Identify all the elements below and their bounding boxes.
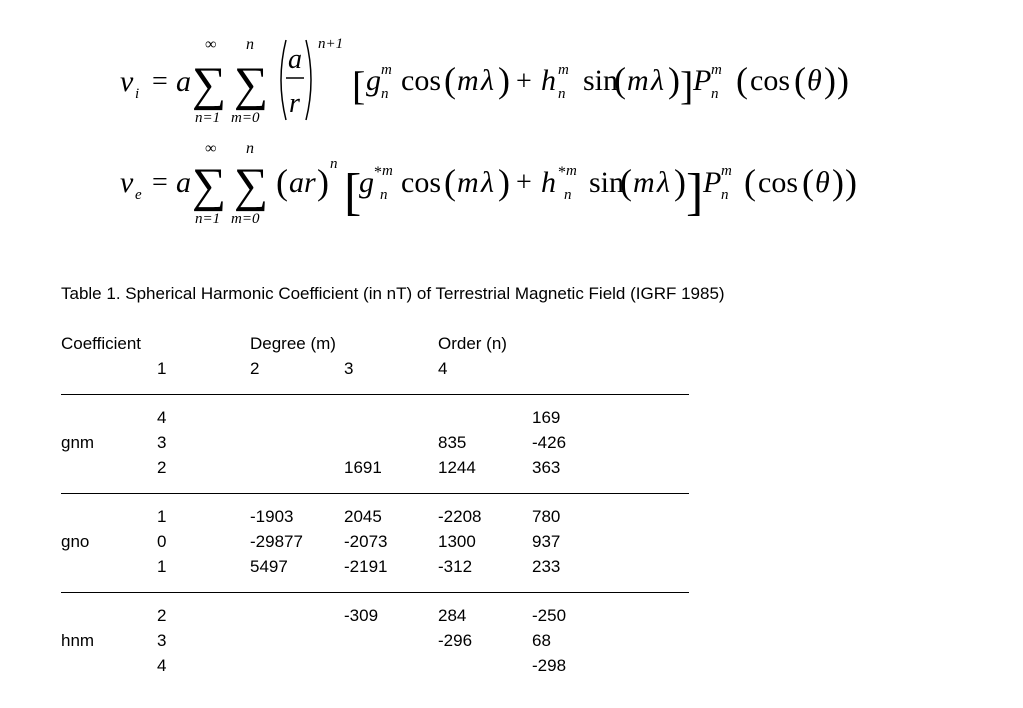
eq2-lambda1: λ — [481, 166, 494, 199]
eq2-ar: ar — [289, 166, 316, 199]
subheader-2: 2 — [250, 359, 260, 378]
table-row — [61, 605, 701, 630]
table-row — [61, 556, 701, 581]
table-divider — [61, 592, 689, 593]
eq2-rp1: ) — [498, 162, 510, 202]
eq2-cos1: cos — [401, 166, 441, 199]
eq1-inf: ∞ — [205, 36, 217, 53]
eq2-lambda2: λ — [657, 166, 670, 199]
table-cell: -309 — [344, 606, 379, 625]
eq1-P: P — [693, 64, 712, 97]
eq2-lhs: v — [120, 166, 134, 199]
eq1-g-sup: m — [381, 62, 392, 78]
eq1-rbrack: ] — [680, 63, 694, 108]
table-cell: -1903 — [250, 507, 294, 526]
table-cell: -426 — [532, 433, 567, 452]
header-coefficient: Coefficient — [61, 334, 142, 353]
eq1-power: n+1 — [318, 36, 344, 52]
eq1-plus: + — [516, 66, 532, 97]
table-row — [61, 407, 701, 432]
eq2-rbrack: ] — [686, 164, 704, 221]
eq1-lbrack: [ — [352, 63, 366, 108]
equation-external-field — [118, 132, 878, 232]
table-row — [61, 432, 701, 457]
eq2-lp3: ( — [744, 162, 756, 202]
eq2-h-sup: m — [566, 163, 577, 179]
eq2-h-sub: n — [564, 187, 572, 203]
eq2-g: g — [359, 166, 374, 199]
eq2-sum-n: ∑ — [192, 159, 227, 212]
eq1-lp2: ( — [614, 60, 626, 100]
table-cell: -296 — [438, 631, 473, 650]
table-row — [61, 457, 701, 482]
eq1-lp3: ( — [736, 60, 748, 100]
table-cell: 780 — [532, 507, 561, 526]
eq2-g-sub: n — [380, 187, 388, 203]
table-divider — [61, 394, 689, 395]
eq1-lp1: ( — [444, 60, 456, 100]
eq2-g-star: * — [374, 164, 382, 181]
group-label-hnm: hnm — [61, 631, 95, 650]
table-cell: 2045 — [344, 507, 382, 526]
eq1-frac-den: r — [289, 88, 300, 119]
eq2-cos2: cos — [758, 166, 798, 199]
table-cell: -2073 — [344, 532, 388, 551]
table-cell: -250 — [532, 606, 567, 625]
table-divider — [61, 493, 689, 494]
eq1-P-sup: m — [711, 62, 722, 78]
eq1-a: a — [176, 65, 191, 98]
eq1-cos2: cos — [750, 64, 790, 97]
eq1-frac-num: a — [288, 44, 302, 75]
table-cell: 4 — [157, 656, 167, 675]
table-cell: 5497 — [250, 557, 288, 576]
eq1-cos1: cos — [401, 64, 441, 97]
eq2-power: n — [330, 156, 338, 172]
table-cell: 169 — [532, 408, 561, 427]
eq1-n-upper: n — [246, 36, 254, 53]
eq1-rp1: ) — [498, 60, 510, 100]
eq2-rp0: ) — [317, 162, 329, 202]
group-label-gno: gno — [61, 532, 90, 551]
coefficient-table — [61, 333, 701, 680]
table-cell: 835 — [438, 433, 467, 452]
eq2-sum-m: ∑ — [234, 159, 269, 212]
eq1-sum-m: ∑ — [234, 58, 269, 111]
eq1-rp3: ) — [837, 60, 849, 100]
eq2-g-sup: m — [382, 163, 393, 179]
subheader-1: 1 — [157, 359, 167, 378]
table-cell: 2 — [157, 458, 167, 477]
eq2-P: P — [703, 166, 722, 199]
eq2-lp2: ( — [620, 162, 632, 202]
eq2-theta: θ — [815, 166, 830, 199]
table-cell: 3 — [157, 433, 167, 452]
header-degree: Degree (m) — [250, 334, 336, 353]
eq2-rp3: ) — [845, 162, 857, 202]
eq1-theta: θ — [807, 64, 822, 97]
eq1-m2: m — [627, 64, 649, 97]
table-header-row — [61, 333, 701, 358]
eq2-plus: + — [516, 167, 532, 198]
eq2-n-upper: n — [246, 140, 254, 157]
eq2-m-lower: m=0 — [231, 211, 260, 227]
eq1-g-sub: n — [381, 86, 389, 102]
eq1-lambda1: λ — [481, 64, 494, 97]
header-order: Order (n) — [438, 334, 507, 353]
eq2-h: h — [541, 166, 556, 199]
eq1-sin: sin — [583, 64, 619, 97]
eq2-P-sub: n — [721, 187, 729, 203]
eq1-m1: m — [457, 64, 479, 97]
eq1-rp2: ) — [668, 60, 680, 100]
table-cell: -298 — [532, 656, 567, 675]
table-cell: 1691 — [344, 458, 382, 477]
table-cell: 1244 — [438, 458, 476, 477]
eq2-lp1: ( — [444, 162, 456, 202]
eq2-n-lower: n=1 — [195, 211, 221, 227]
eq2-m1: m — [457, 166, 479, 199]
table-cell: -2208 — [438, 507, 482, 526]
table-row — [61, 630, 701, 655]
group-label-gnm: gnm — [61, 433, 95, 452]
eq1-lhs-sub: i — [135, 86, 140, 102]
table-cell: 1300 — [438, 532, 476, 551]
table-row — [61, 531, 701, 556]
table-cell: 68 — [532, 631, 551, 650]
eq2-lbrack: [ — [344, 164, 362, 221]
eq2-rp2: ) — [674, 162, 686, 202]
table-row — [61, 655, 701, 680]
eq2-lp4: ( — [802, 162, 814, 202]
table-cell: 4 — [157, 408, 167, 427]
eq2-h-star: * — [558, 164, 566, 181]
eq2-equals: = — [152, 167, 168, 198]
eq2-m2: m — [633, 166, 655, 199]
eq2-inf: ∞ — [205, 140, 217, 157]
eq1-lp4: ( — [794, 60, 806, 100]
eq1-P-sub: n — [711, 86, 719, 102]
table-cell: 2 — [157, 606, 167, 625]
table-cell: 0 — [157, 532, 167, 551]
eq2-a: a — [176, 166, 191, 199]
equation-internal-field — [118, 28, 878, 128]
eq1-sum-n: ∑ — [192, 58, 227, 111]
table-row — [61, 506, 701, 531]
eq1-equals: = — [152, 66, 168, 97]
table-subheader-row — [61, 358, 701, 383]
table-cell: 284 — [438, 606, 467, 625]
table-cell: 363 — [532, 458, 561, 477]
table-cell: 937 — [532, 532, 561, 551]
eq1-rp4: ) — [824, 60, 836, 100]
eq1-paren-left — [281, 40, 286, 120]
eq1-m-lower: m=0 — [231, 110, 260, 126]
eq1-g: g — [366, 64, 381, 97]
eq1-lambda2: λ — [651, 64, 664, 97]
eq2-lhs-sub: e — [135, 187, 142, 203]
eq1-paren-right — [306, 40, 311, 120]
table-cell: 233 — [532, 557, 561, 576]
table-cell: 1 — [157, 507, 167, 526]
subheader-4: 4 — [438, 359, 448, 378]
table-cell: 1 — [157, 557, 167, 576]
eq1-h-sup: m — [558, 62, 569, 78]
eq2-rp4: ) — [832, 162, 844, 202]
table-cell: -2191 — [344, 557, 388, 576]
eq1-h: h — [541, 64, 556, 97]
eq1-lhs: v — [120, 65, 134, 98]
table-caption: Table 1. Spherical Harmonic Coefficient (in nT) of Terrestrial Magnetic Field (IGRF 1985) — [61, 284, 725, 303]
eq1-n-lower: n=1 — [195, 110, 221, 126]
table-cell: -312 — [438, 557, 473, 576]
eq2-lp0: ( — [276, 162, 288, 202]
eq1-h-sub: n — [558, 86, 566, 102]
subheader-3: 3 — [344, 359, 354, 378]
table-cell: -29877 — [250, 532, 303, 551]
eq2-P-sup: m — [721, 163, 732, 179]
eq2-sin: sin — [589, 166, 625, 199]
table-cell: 3 — [157, 631, 167, 650]
